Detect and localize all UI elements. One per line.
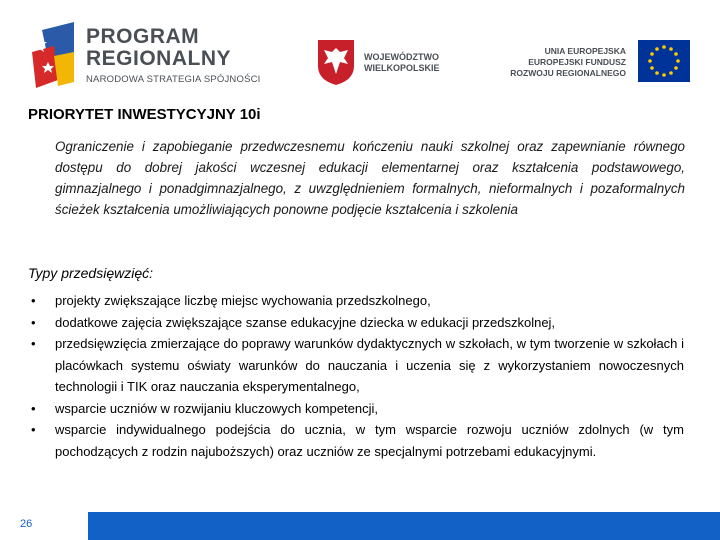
types-title: Typy przedsięwzięć: [28,265,154,281]
list-item [28,312,684,334]
bullet: • [31,314,36,330]
eagle-crest-icon [316,38,356,86]
list-item [28,398,684,420]
logo-bar [0,0,720,100]
program-regionalny-line2: REGIONALNY [86,47,232,70]
footer-bar [88,512,720,540]
list-item [28,419,684,462]
page-number: 26 [20,518,33,530]
unia-line1: UNIA EUROPEJSKA [544,46,626,56]
bullet: • [31,336,36,351]
list-item-text: dodatkowe zajęcia zwiększające szanse edukacyjne dziecka w edukacji przedszkolnej, [55,314,556,330]
priority-description: Ograniczenie i zapobieganie przedwczesnemu kończeniu nauki szkolnej oraz zapewnianie równego dostępu do dobrej jakości wczesnej edukacji elementarnej oraz kształcenia podstawowego, gimnazjalnego i ponadgimnazjalnego, z uwzględnieniem formalnych, nieformalnych i pozaformalnych ścieżek kształcenia umożliwiających ponowne podjęcie kształcenia i szkolenia [55,139,685,217]
bullet: • [31,293,36,308]
bullet: • [31,400,36,416]
list-item [28,333,684,398]
unia-europejska-text [494,46,626,79]
list-item-text: projekty zwiększające liczbę miejsc wychowania przedszkolnego, [55,293,431,308]
footer-left [0,512,88,540]
wojewodztwo-logo [316,38,466,88]
unia-europejska-logo [494,40,694,86]
unia-line3: ROZWOJU REGIONALNEGO [510,68,626,78]
program-regionalny-line1: PROGRAM [86,25,200,48]
list-item-text: przedsięwzięcia zmierzające do poprawy warunków dydaktycznych w szkołach, w tym tworzenie w szkołach i placówkach systemu oświaty warunków do nauczania i uczenia się z wykorzystaniem nowoczesnych technologii i TIK oraz nauczania eksperymentalnego, [55,336,684,394]
program-regionalny-logo [28,22,268,98]
wojewodztwo-line1: WOJEWÓDZTWO [364,52,439,62]
bullet: • [31,422,36,437]
program-regionalny-emblem-icon [28,22,80,92]
page-title: PRIORYTET INWESTYCYJNY 10i [28,106,261,123]
wojewodztwo-line2: WIELKOPOLSKIE [364,63,440,73]
list-item [28,290,684,312]
eu-flag-icon [638,40,690,82]
program-regionalny-subtitle: NARODOWA STRATEGIA SPÓJNOŚCI [86,74,261,85]
wojewodztwo-text [364,52,440,74]
list-item-text: wsparcie indywidualnego podejścia do ucznia, w tym wsparcie rozwoju uczniów zdolnych (w tym pochodzących z rodzin najuboższych) oraz uczniów ze specjalnymi potrzebami edukacyjnymi. [55,422,684,459]
list-item-text: wsparcie uczniów w rozwijaniu kluczowych kompetencji, [55,400,378,416]
unia-line2: EUROPEJSKI FUNDUSZ [528,57,626,67]
types-list [28,290,684,462]
